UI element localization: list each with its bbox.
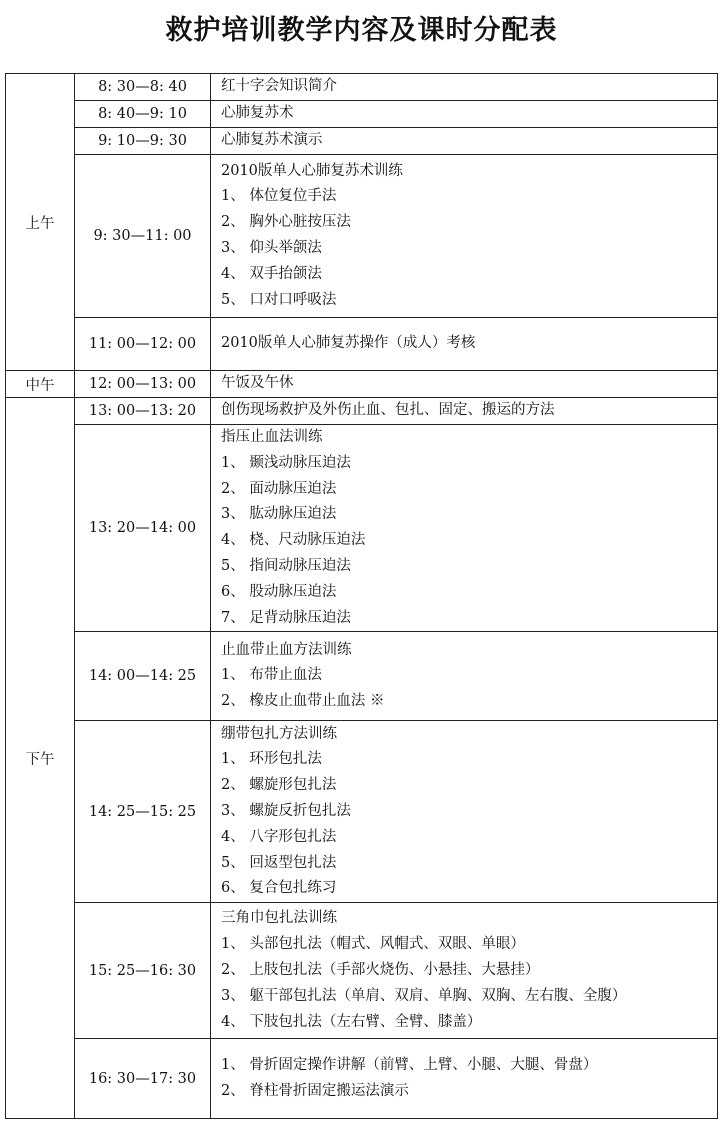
content-line: 4、 双手抬颌法 xyxy=(221,265,322,282)
content-line: 3、 肱动脉压迫法 xyxy=(221,506,337,523)
time-cell: 15: 25—16: 30 xyxy=(75,903,211,1039)
table-row xyxy=(6,371,718,398)
table-row xyxy=(6,425,718,632)
table-row xyxy=(6,101,718,128)
content-heading: 2010版单人心肺复苏术训练 xyxy=(221,162,403,179)
content-line: 3、 螺旋反折包扎法 xyxy=(221,802,351,819)
period-noon: 中午 xyxy=(6,371,75,398)
content-heading: 2010版单人心肺复苏操作（成人）考核 xyxy=(221,335,476,352)
table-row xyxy=(6,128,718,155)
content-cell xyxy=(211,903,718,1039)
content-line: 6、 复合包扎练习 xyxy=(221,880,337,897)
content-line: 5、 指间动脉压迫法 xyxy=(221,557,351,574)
time-cell: 16: 30—17: 30 xyxy=(75,1039,211,1119)
content-cell xyxy=(211,128,718,155)
table-row xyxy=(6,721,718,903)
time-cell: 8: 40—9: 10 xyxy=(75,101,211,128)
content-line: 3、 仰头举颌法 xyxy=(221,240,322,256)
content-cell xyxy=(211,155,718,318)
content-line: 5、 口对口呼吸法 xyxy=(221,291,337,308)
content-cell xyxy=(211,632,718,721)
content-line: 5、 回返型包扎法 xyxy=(221,854,337,871)
time-cell: 8: 30—8: 40 xyxy=(75,74,211,101)
content-cell xyxy=(211,398,718,425)
content-line: 1、 布带止血法 xyxy=(221,667,322,684)
content-heading: 三角巾包扎法训练 xyxy=(221,910,337,927)
content-heading: 指压止血法训练 xyxy=(221,429,323,445)
table-row xyxy=(6,155,718,318)
content-line: 2、 脊柱骨折固定搬运法演示 xyxy=(221,1082,409,1099)
content-line: 1、 环形包扎法 xyxy=(221,751,322,768)
period-afternoon: 下午 xyxy=(6,398,75,1119)
content-line: 1、 体位复位手法 xyxy=(221,188,337,205)
table-row xyxy=(6,318,718,371)
content-cell xyxy=(211,318,718,371)
time-cell: 12: 00—13: 00 xyxy=(75,371,211,398)
content-line: 1、 头部包扎法（帽式、风帽式、双眼、单眼） xyxy=(221,936,525,953)
table-row xyxy=(6,903,718,1039)
content-line: 3、 躯干部包扎法（单肩、双肩、单胸、双胸、左右腹、全腹） xyxy=(221,987,627,1004)
content-heading: 止血带止血方法训练 xyxy=(221,641,352,658)
content-heading: 红十字会知识简介 xyxy=(221,78,337,95)
schedule-table xyxy=(5,73,718,1119)
page-title: 救护培训教学内容及课时分配表 xyxy=(165,15,558,46)
table-row xyxy=(6,632,718,721)
time-cell: 9: 10—9: 30 xyxy=(75,128,211,155)
content-heading: 午饭及午休 xyxy=(221,375,294,392)
content-line: 2、 面动脉压迫法 xyxy=(221,480,337,497)
content-cell xyxy=(211,1039,718,1119)
content-line: 1、 颞浅动脉压迫法 xyxy=(221,454,351,471)
table-row xyxy=(6,398,718,425)
content-cell xyxy=(211,371,718,398)
content-heading: 心肺复苏术演示 xyxy=(221,132,323,149)
content-line: 6、 股动脉压迫法 xyxy=(221,583,337,600)
content-line: 7、 足背动脉压迫法 xyxy=(221,609,351,626)
content-cell xyxy=(211,74,718,101)
content-line: 2、 橡皮止血带止血法 ※ xyxy=(221,693,385,710)
content-cell xyxy=(211,101,718,128)
content-line: 4、 桡、尺动脉压迫法 xyxy=(221,532,366,549)
content-cell xyxy=(211,721,718,903)
content-line: 2、 上肢包扎法（手部火烧伤、小悬挂、大悬挂） xyxy=(221,961,540,978)
table-row xyxy=(6,1039,718,1119)
content-heading: 心肺复苏术 xyxy=(221,105,294,122)
content-cell xyxy=(211,425,718,632)
time-cell: 13: 00—13: 20 xyxy=(75,398,211,425)
content-line: 4、 八字形包扎法 xyxy=(221,828,337,845)
time-cell: 14: 00—14: 25 xyxy=(75,632,211,721)
content-line: 4、 下肢包扎法（左右臂、全臂、膝盖） xyxy=(221,1013,482,1030)
content-heading: 创伤现场救护及外伤止血、包扎、固定、搬运的方法 xyxy=(221,402,555,419)
time-cell: 11: 00—12: 00 xyxy=(75,318,211,371)
period-morning: 上午 xyxy=(6,74,75,371)
time-cell: 14: 25—15: 25 xyxy=(75,721,211,903)
table-row xyxy=(6,74,718,101)
time-cell: 13: 20—14: 00 xyxy=(75,425,211,632)
time-cell: 9: 30—11: 00 xyxy=(75,155,211,318)
content-heading: 绷带包扎方法训练 xyxy=(221,725,337,742)
content-line: 2、 胸外心脏按压法 xyxy=(221,214,351,231)
content-line: 2、 螺旋形包扎法 xyxy=(221,777,337,794)
content-heading: 1、 骨折固定操作讲解（前臂、上臂、小腿、大腿、骨盘） xyxy=(221,1057,598,1074)
